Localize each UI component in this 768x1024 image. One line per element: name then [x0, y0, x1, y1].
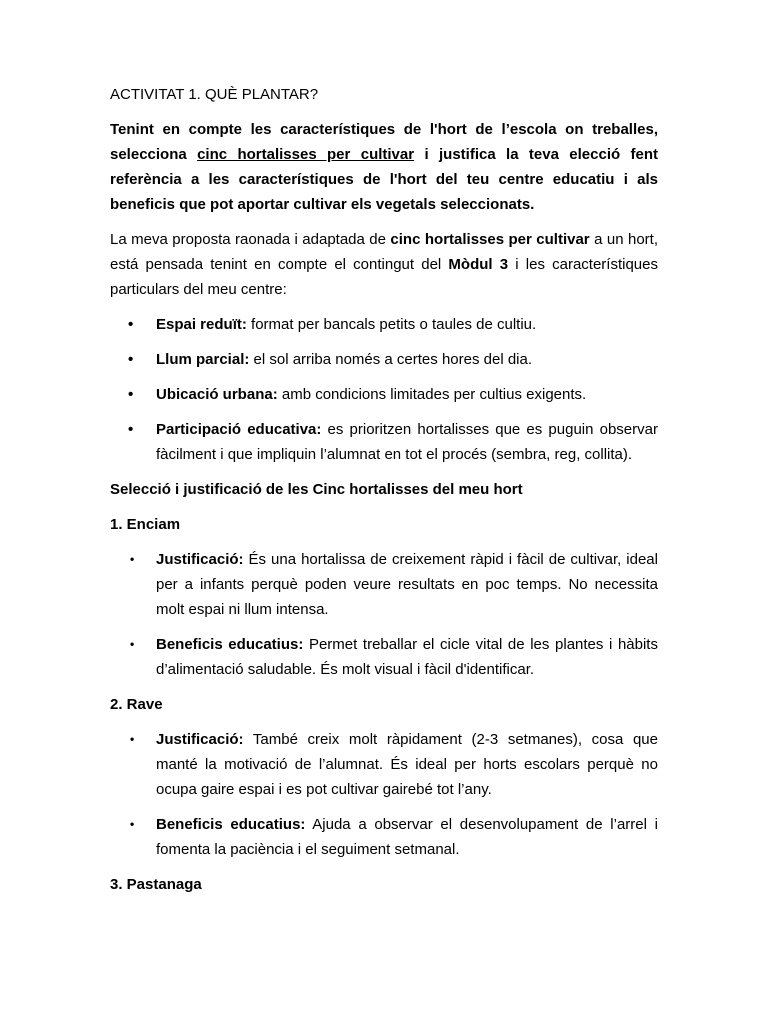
feature-label: Espai reduït:	[156, 316, 247, 333]
intro-bold-2: Mòdul 3	[448, 256, 509, 273]
intro-bold-1: cinc hortalisses per cultivar	[390, 231, 590, 248]
detail-text: Ajuda a observar el desenvolupament de l’arrel i fomenta la paciència i el seguiment setmanal.	[156, 816, 658, 858]
intro-text-3: i les característiques particulars del meu centre:	[110, 256, 658, 298]
intro-text-2: a un hort, está pensada tenint en compte el contingut del	[110, 231, 659, 273]
vegetable-detail-item	[110, 632, 658, 682]
detail-label: Beneficis educatius:	[156, 816, 306, 833]
bullet-icon: •	[130, 637, 135, 651]
vegetable-heading: 2. Rave	[110, 696, 163, 713]
vegetable-details-list	[110, 727, 658, 862]
feature-label: Ubicació urbana:	[156, 386, 278, 403]
vegetable-section-enciam	[110, 512, 658, 682]
feature-text: es prioritzen hortalisses que es puguin observar fàcilment i que impliquin l’alumnat en tot el procés (sembra, reg, collita).	[156, 421, 658, 463]
vegetable-section-pastanaga	[110, 872, 658, 897]
feature-text: el sol arriba només a certes hores del dia.	[249, 351, 533, 368]
bullet-icon: •	[128, 386, 134, 403]
selection-heading	[110, 477, 658, 502]
feature-item	[110, 347, 658, 372]
vegetable-heading: 1. Enciam	[110, 516, 181, 533]
instruction-text-2: i justifica la teva elecció fent referència a les característiques de l'hort del teu centre educatiu i als beneficis que pot aportar cultivar els vegetals seleccionats.	[110, 146, 659, 213]
instruction-text-1: Tenint en compte les característiques de l'hort de l’escola on treballes, selecciona	[110, 121, 658, 163]
feature-text: format per bancals petits o taules de cultiu.	[246, 316, 537, 333]
detail-label: Beneficis educatius:	[156, 636, 304, 653]
feature-label: Participació educativa:	[156, 421, 322, 438]
feature-label: Llum parcial:	[156, 351, 250, 368]
bullet-icon: •	[128, 316, 134, 333]
bullet-icon: •	[130, 732, 135, 746]
vegetable-details-list	[110, 547, 658, 682]
bullet-icon: •	[130, 817, 135, 831]
feature-item	[110, 312, 658, 337]
vegetable-detail-item	[110, 727, 658, 802]
detail-text: Permet treballar el cicle vital de les plantes i hàbits d’alimentació saludable. És molt visual i fàcil d'identificar.	[156, 636, 658, 678]
vegetable-section-rave	[110, 692, 658, 862]
detail-label: Justificació:	[156, 731, 244, 748]
bullet-icon: •	[128, 351, 134, 368]
features-list	[110, 312, 658, 467]
activity-title: ACTIVITAT 1. QUÈ PLANTAR?	[110, 86, 319, 103]
instruction-paragraph	[110, 117, 658, 217]
vegetable-detail-item	[110, 812, 658, 862]
intro-text-1: La meva proposta raonada i adaptada de	[110, 231, 391, 248]
bullet-icon: •	[130, 552, 135, 566]
feature-item	[110, 382, 658, 407]
feature-item	[110, 417, 658, 467]
detail-label: Justificació:	[156, 551, 244, 568]
instruction-underlined: cinc hortalisses per cultivar	[197, 146, 415, 163]
detail-text: També creix molt ràpidament (2-3 setmanes), cosa que manté la motivació de l’alumnat. És ideal per horts escolars perquè no ocupa gaire espai i es pot cultivar gairebé tot l’any.	[156, 731, 658, 798]
feature-text: amb condicions limitades per cultius exigents.	[277, 386, 587, 403]
vegetable-detail-item	[110, 547, 658, 622]
detail-text: És una hortalissa de creixement ràpid i fàcil de cultivar, ideal per a infants perquè poden veure resultats en poc temps. No necessita molt espai ni llum intensa.	[156, 551, 658, 618]
document-body	[110, 82, 658, 907]
selection-heading-text: Selecció i justificació de les Cinc hortalisses del meu hort	[110, 481, 523, 498]
intro-paragraph	[110, 227, 658, 302]
vegetable-heading: 3. Pastanaga	[110, 876, 202, 893]
bullet-icon: •	[128, 421, 134, 438]
